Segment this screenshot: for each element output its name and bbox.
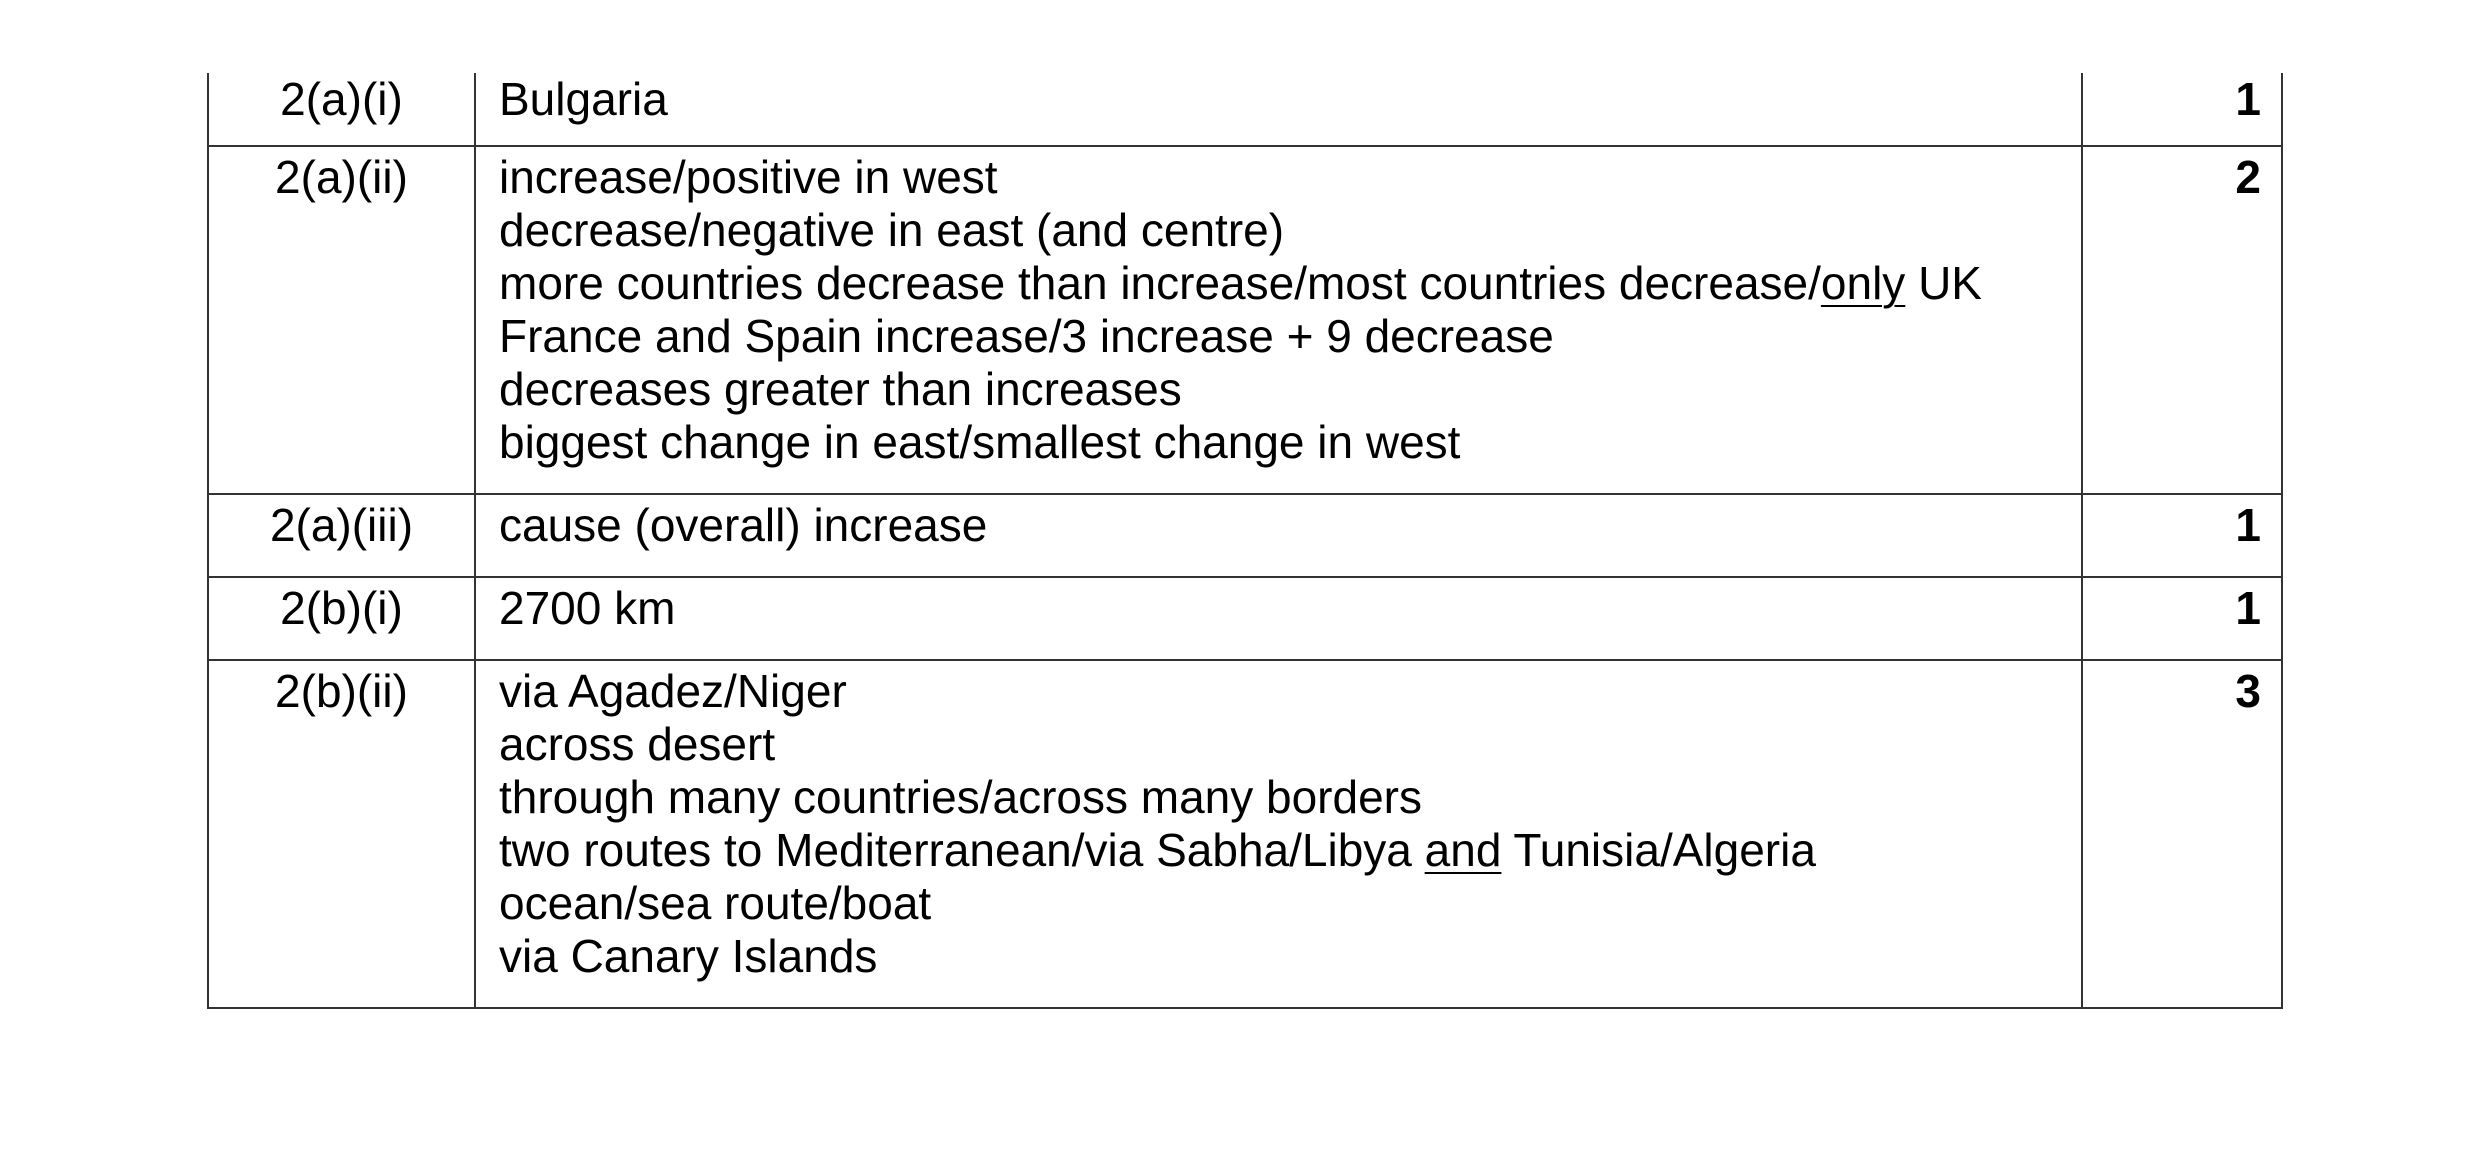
answer-line: across desert xyxy=(499,718,776,770)
answer-cell xyxy=(475,146,2082,494)
answer-line: 2700 km xyxy=(499,582,676,634)
answer-line: Bulgaria xyxy=(499,73,668,125)
answer-line: two routes to Mediterranean/via Sabha/Libya and Tunisia/Algeria xyxy=(499,824,1816,876)
question-number: 2(b)(ii) xyxy=(208,660,475,1008)
answer-line: increase/positive in west xyxy=(499,151,998,203)
answer-line: decrease/negative in east (and centre) xyxy=(499,204,1285,256)
marks-value: 1 xyxy=(2082,494,2282,577)
answer-line: ocean/sea route/boat xyxy=(499,877,932,929)
answer-line: through many countries/across many borders xyxy=(499,771,1422,823)
question-number: 2(a)(ii) xyxy=(208,146,475,494)
answer-line: via Canary Islands xyxy=(499,930,878,982)
question-number: 2(a)(i) xyxy=(208,73,475,146)
answer-cell xyxy=(475,577,2082,660)
mark-scheme-table xyxy=(207,73,2283,1009)
answer-cell xyxy=(475,73,2082,146)
answer-cell xyxy=(475,660,2082,1008)
underlined-word: only xyxy=(1820,257,1906,309)
table-row xyxy=(208,494,2282,577)
underlined-word: and xyxy=(1424,824,1502,876)
table-row xyxy=(208,146,2282,494)
answer-line: via Agadez/Niger xyxy=(499,665,847,717)
question-number: 2(b)(i) xyxy=(208,577,475,660)
answer-cell xyxy=(475,494,2082,577)
answer-line: decreases greater than increases xyxy=(499,363,1182,415)
answer-line: cause (overall) increase xyxy=(499,499,988,551)
table-row xyxy=(208,73,2282,146)
answer-line: more countries decrease than increase/most countries decrease/only UK xyxy=(499,257,1982,309)
marks-value: 1 xyxy=(2082,577,2282,660)
answer-line: biggest change in east/smallest change in west xyxy=(499,416,1461,468)
table-row xyxy=(208,577,2282,660)
question-number: 2(a)(iii) xyxy=(208,494,475,577)
table-row xyxy=(208,660,2282,1008)
marks-value: 1 xyxy=(2082,73,2282,146)
answer-line: France and Spain increase/3 increase + 9 decrease xyxy=(499,310,1554,362)
marks-value: 2 xyxy=(2082,146,2282,494)
marks-value: 3 xyxy=(2082,660,2282,1008)
